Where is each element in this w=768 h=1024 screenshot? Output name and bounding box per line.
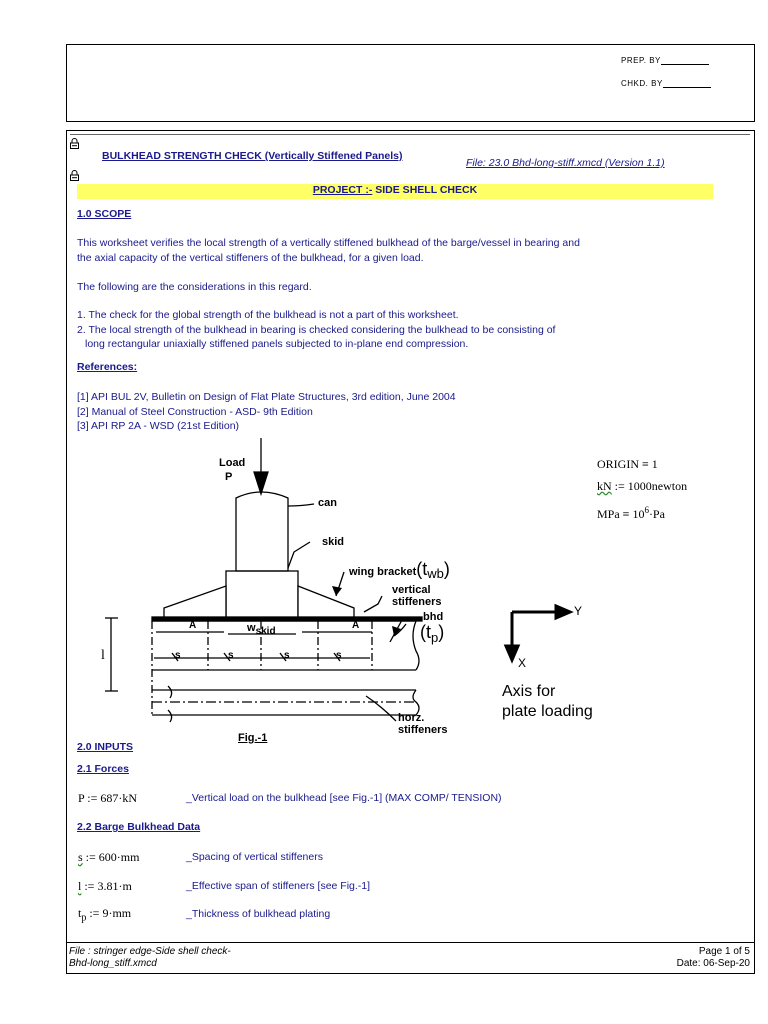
footer-page-info xyxy=(600,946,750,970)
mpa-exponent: 6 xyxy=(644,505,649,515)
fig-s-3: s xyxy=(284,650,290,661)
fig-load-label: Load xyxy=(219,457,246,469)
considerations-intro: The following are the considerations in this regard. xyxy=(77,281,312,293)
footer-file xyxy=(69,946,231,970)
axis-caption xyxy=(502,682,593,722)
content-inner-rule xyxy=(70,134,750,135)
fig-s-2: s xyxy=(228,650,234,661)
fig-p-label: P xyxy=(225,471,233,483)
axis-caption-line2: plate loading xyxy=(502,703,593,720)
twb-close: ) xyxy=(443,559,450,579)
axis-caption-line1: Axis for xyxy=(502,683,556,700)
considerations-list xyxy=(77,308,555,352)
scope-line: This worksheet verifies the local strength of a vertically stiffened bulkhead of the barge/vessel in bearing and xyxy=(77,237,580,249)
scope-line: the axial capacity of the vertical stiffeners of the bulkhead, for a given load. xyxy=(77,251,424,264)
project-value: SIDE SHELL CHECK xyxy=(372,184,478,196)
w-text: w xyxy=(247,622,256,634)
chkd-by xyxy=(621,79,711,88)
twb-sub: wb xyxy=(427,566,444,582)
scope-paragraph xyxy=(77,236,580,265)
mpa-unit: ·Pa xyxy=(648,507,665,521)
reference-item: [3] API RP 2A - WSD (21st Edition) xyxy=(77,420,240,432)
fig-can-label: can xyxy=(318,497,337,509)
lock-icon[interactable] xyxy=(70,138,79,149)
fig-wing-bracket-label xyxy=(349,559,450,581)
twb-open: (t xyxy=(416,559,428,579)
l-symbol: l xyxy=(78,879,82,893)
footer-file-line1: File : stringer edge-Side shell check- xyxy=(69,946,231,957)
l-equation[interactable] xyxy=(78,879,132,894)
file-name: File: 23.0 Bhd-long-stiff.xmcd (Version 1.1) xyxy=(466,157,665,169)
reference-item: [1] API BUL 2V, Bulletin on Design of Flat Plate Structures, 3rd edition, June 2004 xyxy=(77,391,456,403)
mpa-text: MPa ≡ 10 xyxy=(597,507,645,521)
fig-tp-label xyxy=(420,622,444,645)
s-value: := 600·mm xyxy=(85,850,140,864)
wing-bracket-text: wing bracket xyxy=(349,566,417,578)
header-left-rule xyxy=(66,44,156,45)
fig-caption: Fig.-1 xyxy=(238,732,268,744)
axis-y-label: Y xyxy=(574,604,583,618)
t-equation[interactable] xyxy=(78,906,131,923)
s-equation[interactable] xyxy=(78,850,139,865)
s-symbol: s xyxy=(78,850,83,864)
fig-a-right: A xyxy=(352,620,360,631)
horz-stiffeners-text: stiffeners xyxy=(398,724,448,736)
mpa-definition xyxy=(597,505,665,522)
l-value: := 3.81·m xyxy=(84,879,132,893)
fig-w-skid xyxy=(247,622,276,637)
kn-definition xyxy=(597,479,687,494)
fig-vertical-stiffeners-label xyxy=(392,584,442,608)
prep-by-field[interactable] xyxy=(661,56,709,65)
project-label: PROJECT :- xyxy=(312,184,373,196)
tp-close: ) xyxy=(438,622,445,642)
fig-bhd-label: bhd xyxy=(423,611,444,623)
kn-value: := 1000newton xyxy=(614,479,688,493)
forces-heading: 2.1 Forces xyxy=(77,763,129,775)
fig-a-left: A xyxy=(189,620,197,631)
chkd-by-label: CHKD. BY xyxy=(621,79,663,88)
origin-definition: ORIGIN ≡ 1 xyxy=(597,457,658,471)
fig-s-1: s xyxy=(175,650,181,661)
scope-heading: 1.0 SCOPE xyxy=(77,208,132,220)
footer-page: Page 1 of 5 xyxy=(698,946,750,957)
tp-open: (t xyxy=(420,622,431,642)
axis-diagram xyxy=(500,596,583,671)
project-banner xyxy=(77,184,713,199)
list-item: 2. The local strength of the bulkhead in bearing is checked considering the bulkhead to be consisting of xyxy=(77,323,556,336)
t-symbol: t xyxy=(78,906,82,920)
lock-icon[interactable] xyxy=(70,170,79,181)
s-description: _Spacing of vertical stiffeners xyxy=(186,851,323,863)
prep-by xyxy=(621,56,709,65)
inputs-heading: 2.0 INPUTS xyxy=(77,741,134,753)
stiffeners-text: stiffeners xyxy=(392,596,442,608)
chkd-by-field[interactable] xyxy=(663,79,711,88)
axis-x-label: X xyxy=(518,656,527,670)
t-subscript: p xyxy=(81,912,87,924)
p-description: _Vertical load on the bulkhead [see Fig.-1] (MAX COMP/ TENSION) xyxy=(186,792,502,804)
t-description: _Thickness of bulkhead plating xyxy=(186,908,331,920)
fig-l-label: l xyxy=(101,648,105,663)
vertical-text: vertical xyxy=(392,584,431,596)
references-list xyxy=(77,390,456,434)
document-title: BULKHEAD STRENGTH CHECK (Vertically Stiffened Panels) xyxy=(102,150,403,162)
horz-text: horz. xyxy=(398,712,425,724)
list-item: 1. The check for the global strength of the bulkhead is not a part of this worksheet. xyxy=(77,309,459,321)
p-equation[interactable]: P := 687·kN xyxy=(78,791,137,805)
kn-symbol: kN xyxy=(597,479,612,493)
tp-sub: p xyxy=(431,630,439,646)
w-sub: skid xyxy=(255,626,276,638)
footer-date: Date: 06-Sep-20 xyxy=(676,958,750,969)
barge-heading: 2.2 Barge Bulkhead Data xyxy=(77,821,201,833)
fig-horz-stiffeners-label xyxy=(398,712,448,736)
reference-item: [2] Manual of Steel Construction - ASD- 9th Edition xyxy=(77,405,313,418)
l-description: _Effective span of stiffeners [see Fig.-1] xyxy=(186,880,371,892)
t-value: := 9·mm xyxy=(89,906,132,920)
references-heading: References: xyxy=(77,361,138,373)
footer-file-line2: Bhd-long_stiff.xmcd xyxy=(69,958,157,969)
fig-s-4: s xyxy=(336,650,342,661)
fig-skid-label: skid xyxy=(322,536,345,548)
prep-by-label: PREP. BY xyxy=(621,56,661,65)
list-item: long rectangular uniaxially stiffened panels subjected to in-plane end compression. xyxy=(85,338,469,350)
